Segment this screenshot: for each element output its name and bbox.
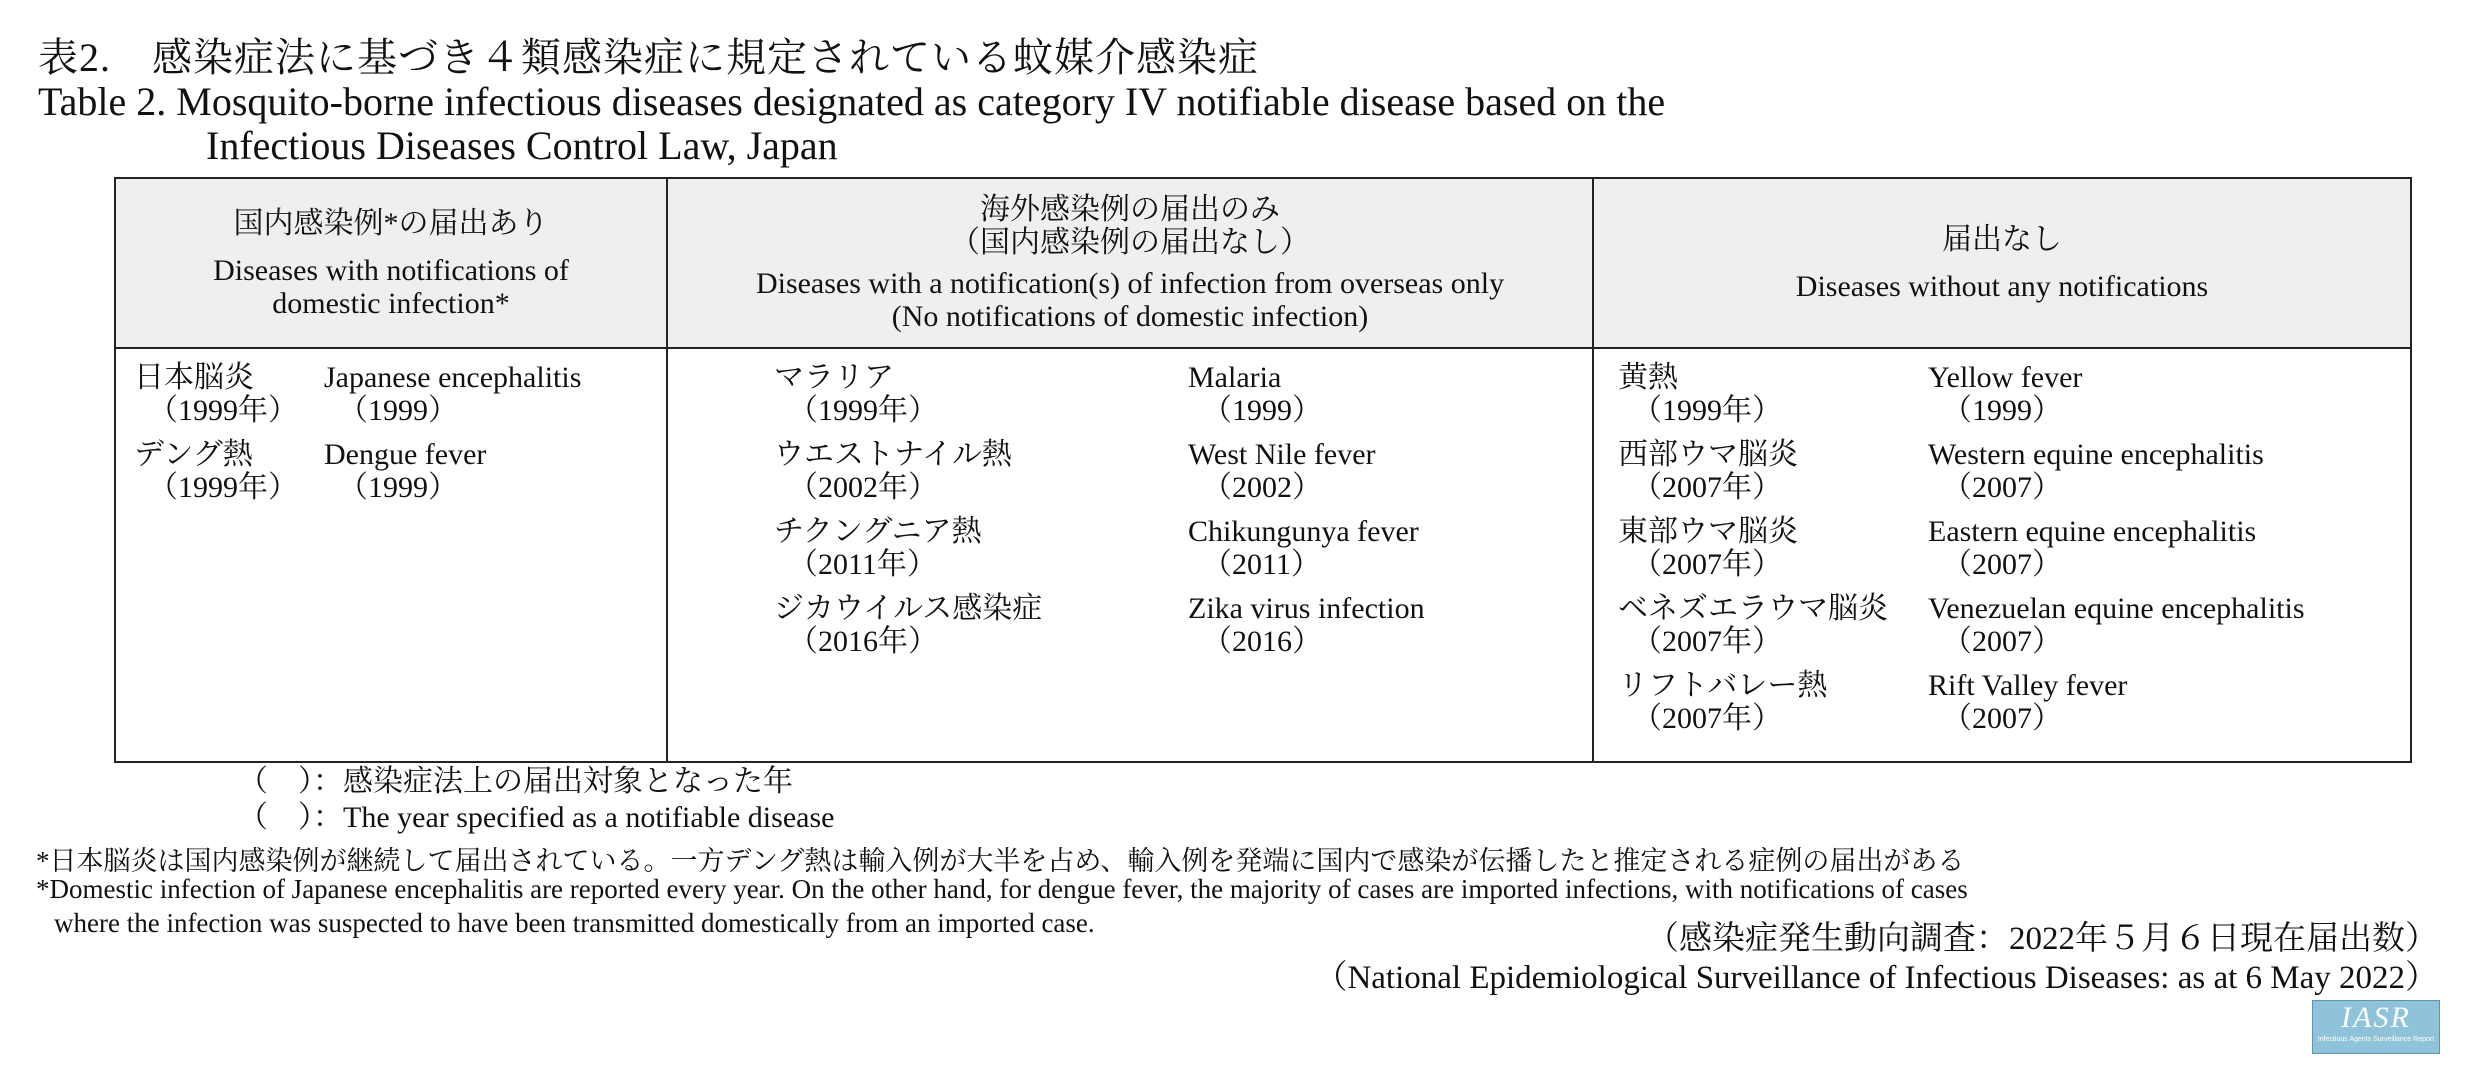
header-domestic-en2: domestic infection* (272, 286, 510, 320)
disease-ja: マラリア （1999年） (774, 361, 938, 427)
logo-subtitle: Infectious Agents Surveillance Report (2317, 1036, 2435, 1043)
footnote-english-line1: *Domestic infection of Japanese encephalitis are reported every year. On the other hand, for dengue fever, the majority of cases are imported infections, with notifications of cases (36, 874, 1968, 904)
header-overseas (667, 178, 1593, 348)
disease-ja: 黄熱 （1999年） (1618, 361, 1782, 427)
disease-en: Chikungunya fever （2011） (1188, 515, 1419, 581)
disease-en: Western equine encephalitis （2007） (1928, 438, 2264, 504)
footnote-japanese: *日本脳炎は国内感染例が継続して届出されている。一方デング熱は輸入例が大半を占め、輸入例を発端に国内で感染が伝播したと推定される症例の届出がある (36, 846, 1965, 876)
disease-en: Japanese encephalitis （1999） (324, 361, 582, 427)
no-notification-diseases-cell (1593, 348, 2411, 762)
header-domestic (115, 178, 667, 348)
header-none (1593, 178, 2411, 348)
overseas-diseases-cell (667, 348, 1593, 762)
header-overseas-en1: Diseases with a notification(s) of infection from overseas only (755, 267, 1505, 300)
disease-ja: 東部ウマ脳炎 （2007年） (1618, 515, 1798, 581)
no-notification-disease-list (1594, 361, 2410, 735)
iasr-logo (2312, 1000, 2440, 1054)
disease-ja: ベネズエラウマ脳炎 （2007年） (1618, 592, 1888, 658)
disease-en: Yellow fever （1999） (1928, 361, 2083, 427)
disease-ja: リフトバレー熱 （2007年） (1618, 669, 1828, 735)
disease-en: Dengue fever （1999） (324, 438, 487, 504)
header-overseas-ja: 海外感染例の届出のみ (980, 193, 1280, 226)
table-body-row (115, 348, 2411, 762)
disease-ja: 日本脳炎 （1999年） (134, 361, 298, 427)
overseas-disease-list (668, 361, 1592, 658)
domestic-diseases-cell (115, 348, 667, 762)
header-domestic-ja: 国内感染例*の届出あり (233, 206, 549, 240)
disease-en: Zika virus infection （2016） (1188, 592, 1425, 658)
source-japanese: （感染症発生動向調査：2022年５月６日現在届出数） (1646, 921, 2438, 957)
disease-en: West Nile fever （2002） (1188, 438, 1376, 504)
disease-ja: チクングニア熱 （2011年） (774, 515, 982, 581)
title-english-line2: Infectious Diseases Control Law, Japan (206, 123, 838, 168)
footnote-english-line2: where the infection was suspected to have been transmitted domestically from an imported case. (54, 908, 1095, 938)
disease-table (114, 177, 2412, 763)
disease-en: Malaria （1999） (1188, 361, 1322, 427)
title-english-line1: Table 2. Mosquito-borne infectious diseases designated as category IV notifiable disease based on the (38, 79, 1666, 124)
header-none-ja: 届出なし (1942, 223, 2062, 256)
page-title-english (38, 80, 2138, 168)
source-english: （National Epidemiological Surveillance of Infectious Diseases: as at 6 May 2022） (1314, 960, 2438, 996)
disease-ja: デング熱 （1999年） (134, 438, 298, 504)
header-none-en1: Diseases without any notifications (1795, 270, 2209, 303)
disease-en: Rift Valley fever （2007） (1928, 669, 2128, 735)
logo-mark: IASR (2341, 1001, 2411, 1034)
header-domestic-en1: Diseases with notifications of (213, 253, 569, 287)
disease-ja: ジカウイルス感染症 （2016年） (774, 592, 1043, 658)
disease-ja: 西部ウマ脳炎 （2007年） (1618, 438, 1798, 504)
domestic-disease-list (116, 361, 666, 504)
legend-english: （ ）：The year specified as a notifiable disease (238, 801, 835, 834)
header-overseas-ja2: （国内感染例の届出なし） (950, 226, 1310, 259)
table-header-row (115, 178, 2411, 348)
legend-japanese: （ ）：感染症法上の届出対象となった年 (238, 765, 793, 798)
page-title-japanese: 表2. 感染症法に基づき４類感染症に規定されている蚊媒介感染症 (38, 35, 1259, 80)
disease-ja: ウエストナイル熱 （2002年） (774, 438, 1012, 504)
header-overseas-en2: (No notifications of domestic infection) (891, 300, 1369, 333)
disease-en: Venezuelan equine encephalitis （2007） (1928, 592, 2305, 658)
disease-en: Eastern equine encephalitis （2007） (1928, 515, 2257, 581)
